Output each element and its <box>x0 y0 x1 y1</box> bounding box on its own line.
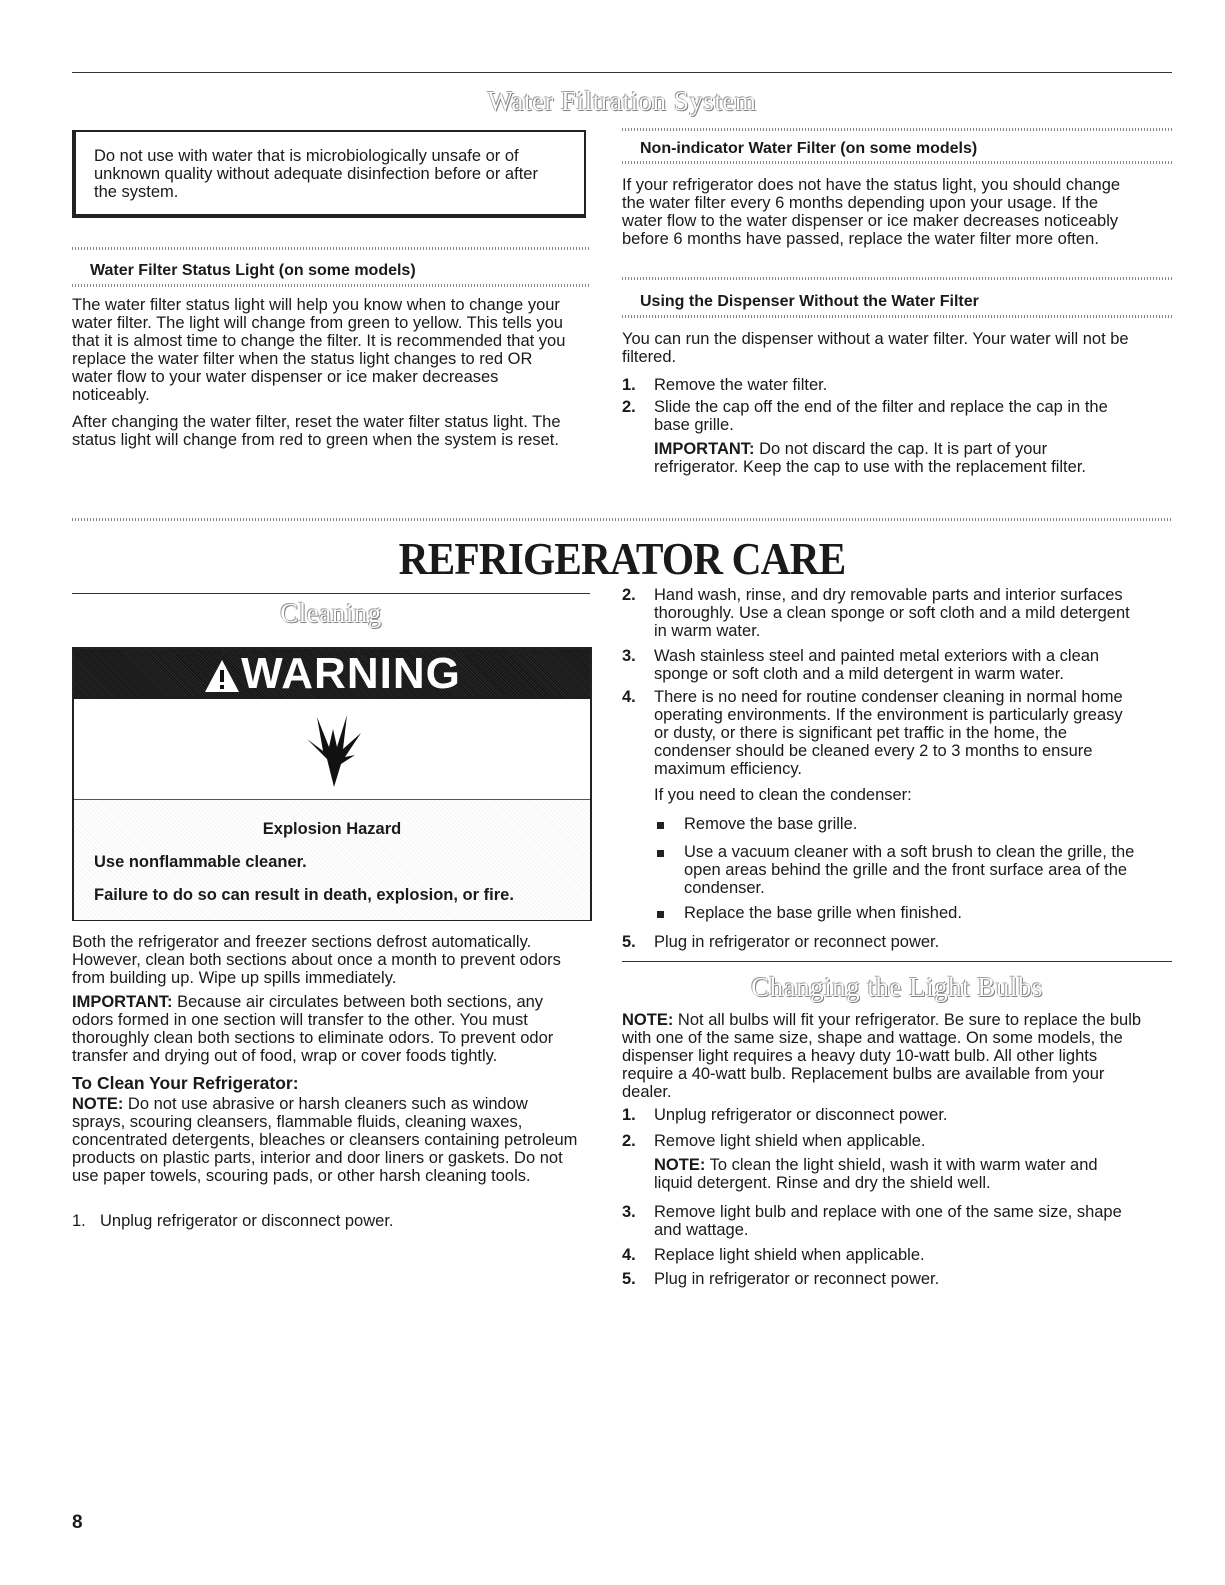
step-number: 5. <box>622 933 636 951</box>
important-text: Do not discard the cap. It is part of your refrigerator. Keep the cap to use with the replacement filter. <box>654 440 1086 476</box>
step-number: 2. <box>622 586 636 604</box>
step-number: 1. <box>72 1212 86 1230</box>
status-light-p2: After changing the water filter, reset the water filter status light. The status light will change from red to green when the system is reset. <box>72 413 561 449</box>
hazard-line-1: Use nonflammable cleaner. <box>94 853 307 871</box>
without-filter-step-1: Remove the water filter. <box>654 376 828 394</box>
bulbs-rule <box>622 961 1172 962</box>
cleaning-rule <box>72 593 590 594</box>
note-label: NOTE: <box>654 1156 706 1174</box>
care-step-3: Wash stainless steel and painted metal exteriors with a clean sponge or soft cloth and a mild detergent in warm water. <box>654 647 1100 683</box>
notice-text: Do not use with water that is microbiologically unsafe or of unknown quality without adequate disinfection before or after the system. <box>94 147 538 201</box>
condenser-bullet-1: Remove the base grille. <box>684 815 858 833</box>
note-label: NOTE: <box>622 1011 674 1029</box>
note-text: Not all bulbs will fit your refrigerator. Be sure to replace the bulb with one of the same size, shape and wattage. On some models, the dispenser light requires a heavy duty 10-watt bulb. All other lights require a 40-watt bulb. Replacement bulbs are available from your dealer. <box>622 1011 1142 1101</box>
care-title: REFRIGERATOR CARE <box>398 533 846 584</box>
divider <box>622 277 1172 280</box>
non-indicator-heading: Non-indicator Water Filter (on some models) <box>640 140 978 157</box>
explosion-icon <box>299 709 369 794</box>
care-step-1: Unplug refrigerator or disconnect power. <box>100 1212 394 1230</box>
condenser-bullet-3: Replace the base grille when finished. <box>684 904 962 922</box>
warning-triangle-icon <box>203 655 241 705</box>
bulbs-title: Changing the Light Bulbs <box>751 972 1043 1002</box>
without-filter-heading: Using the Dispenser Without the Water Filter <box>640 293 979 310</box>
condenser-bullet-2: Use a vacuum cleaner with a soft brush to clean the grille, the open areas behind the grille and the front surface area of the condenser. <box>684 843 1135 897</box>
bulbs-step-4: Replace light shield when applicable. <box>654 1246 925 1264</box>
warning-label: WARNING <box>241 649 461 698</box>
divider <box>72 247 590 250</box>
warning-lower <box>74 799 590 920</box>
bulbs-step-3: Remove light bulb and replace with one of the same size, shape and wattage. <box>654 1203 1122 1239</box>
care-step-5: Plug in refrigerator or reconnect power. <box>654 933 940 951</box>
bulbs-note <box>622 1011 1142 1101</box>
bullet-icon <box>657 822 664 829</box>
divider <box>622 128 1172 131</box>
step-number: 5. <box>622 1270 636 1288</box>
without-filter-step-2: Slide the cap off the end of the filter and replace the cap in the base grille. <box>654 398 1108 434</box>
warning-bar <box>74 649 590 699</box>
step-number: 1. <box>622 376 636 394</box>
divider <box>72 518 1172 521</box>
care-important <box>72 993 582 1065</box>
status-light-p1: The water filter status light will help you know when to change your water filter. The light will change from green to yellow. This tells you that it is almost time to change the filter. It is recommended that you replace the water filter when the status light changes to red OR water flow to your water dispenser or ice maker decreases noticeably. <box>72 296 566 404</box>
step-number: 4. <box>622 688 636 706</box>
without-filter-p1: You can run the dispenser without a water filter. Your water will not be filtered. <box>622 330 1129 366</box>
hazard-line-2: Failure to do so can result in death, explosion, or fire. <box>94 886 514 904</box>
cleaning-title: Cleaning <box>280 598 382 628</box>
top-rule <box>72 72 1172 73</box>
note-text: Do not use abrasive or harsh cleaners such as window sprays, scouring cleansers, flammable fluids, cleaning waxes, concentrated detergents, bleaches or cleansers containing petroleum products on plastic parts, interior and door liners or gaskets. Do not use paper towels, scouring pads, or other harsh cleaning tools. <box>72 1095 578 1185</box>
water-filtration-title: Water Filtration System <box>487 86 757 116</box>
important-label: IMPORTANT: <box>654 440 755 458</box>
note-label: NOTE: <box>72 1095 124 1113</box>
defrost-paragraph: Both the refrigerator and freezer sections defrost automatically. However, clean both sections about once a month to prevent odors from building up. Wipe up spills immediately. <box>72 933 561 987</box>
step-number: 3. <box>622 647 636 665</box>
step-number: 3. <box>622 1203 636 1221</box>
warning-box <box>72 647 592 921</box>
care-step-4: There is no need for routine condenser cleaning in normal home operating environments. If the environment is particularly greasy or dusty, or there is significant pet traffic in the home, the condenser should be cleaned every 2 to 3 months to ensure maximum efficiency. <box>654 688 1123 778</box>
bulbs-step-1: Unplug refrigerator or disconnect power. <box>654 1106 948 1124</box>
hazard-title: Explosion Hazard <box>262 820 402 838</box>
without-filter-important <box>654 440 1134 476</box>
important-label: IMPORTANT: <box>72 993 173 1011</box>
non-indicator-p1: If your refrigerator does not have the status light, you should change the water filter every 6 months depending upon your usage. If the water flow to the water dispenser or ice maker decreases noticeably before 6 months have passed, replace the water filter more often. <box>622 176 1121 248</box>
divider <box>622 315 1172 318</box>
to-clean-heading: To Clean Your Refrigerator: <box>72 1073 299 1093</box>
bullet-icon <box>657 911 664 918</box>
bullet-icon <box>657 850 664 857</box>
step-number: 4. <box>622 1246 636 1264</box>
step-number: 1. <box>622 1106 636 1124</box>
notice-box <box>72 130 586 218</box>
bulbs-sub-note <box>654 1156 1134 1192</box>
bulbs-step-2: Remove light shield when applicable. <box>654 1132 926 1150</box>
care-step-2: Hand wash, rinse, and dry removable parts and interior surfaces thoroughly. Use a clean sponge or soft cloth and a mild detergent in warm water. <box>654 586 1130 640</box>
step-number: 2. <box>622 398 636 416</box>
page-number: 8 <box>72 1512 83 1533</box>
bulbs-step-5: Plug in refrigerator or reconnect power. <box>654 1270 940 1288</box>
note-text: To clean the light shield, wash it with warm water and liquid detergent. Rinse and dry the shield well. <box>654 1156 1098 1192</box>
important-text: Because air circulates between both sections, any odors formed in one section will transfer to the other. You must thoroughly clean both sections to eliminate odors. To prevent odor transfer and drying out of food, wrap or cover foods tightly. <box>72 993 554 1065</box>
care-note <box>72 1095 582 1185</box>
step-number: 2. <box>622 1132 636 1150</box>
condenser-intro: If you need to clean the condenser: <box>654 786 912 804</box>
divider <box>622 161 1172 164</box>
status-light-heading: Water Filter Status Light (on some models) <box>90 262 416 279</box>
divider <box>72 284 590 287</box>
